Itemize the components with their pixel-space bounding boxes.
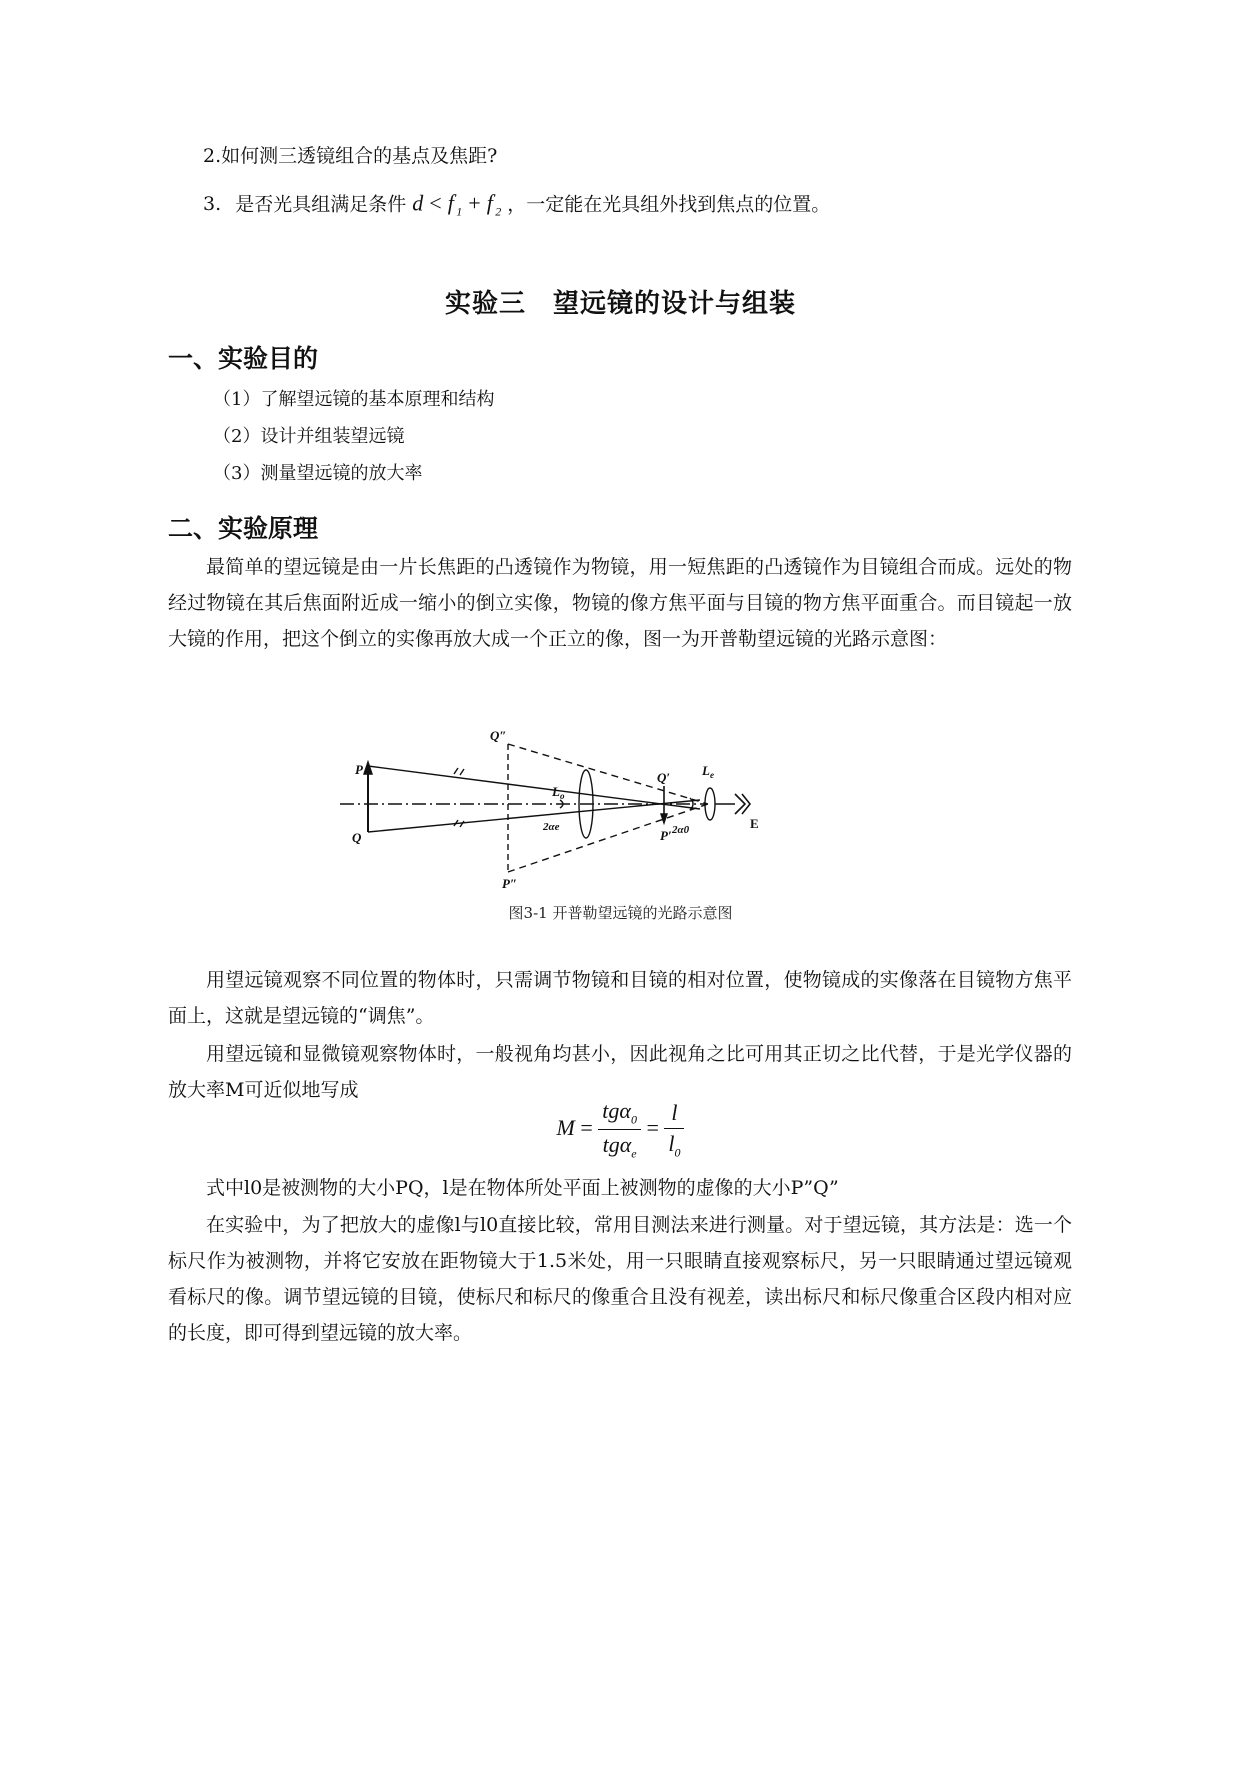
question-2-text: 2.如何测三透镜组合的基点及焦距?: [203, 145, 498, 167]
formula-denominator-2: [664, 1129, 684, 1160]
principle-paragraph-1: 最简单的望远镜是由一片长焦距的凸透镜作为物镜，用一短焦距的凸透镜作为目镜组合而成。远处的物经过物镜在其后焦面附近成一缩小的倒立实像，物镜的像方焦平面与目镜的物方焦平面重合。而目镜起一放大镜的作用，把这个倒立的实像再放大成一个正立的像，图一为开普勒望远镜的光路示意图：: [168, 556, 1072, 650]
formula-numerator-2: l: [664, 1100, 684, 1129]
condition-lt: <: [429, 190, 442, 216]
formula-l-sub: 0: [674, 1145, 681, 1160]
label-le-sub: e: [709, 770, 714, 780]
formula-fraction-2: [664, 1100, 684, 1160]
objective-1: （1）了解望远镜的基本原理和结构: [213, 389, 495, 410]
question-3-text-before: 是否光具组满足条件: [235, 193, 407, 216]
formula-tg-alpha-0: tgα: [602, 1098, 631, 1123]
formula-equals-2: =: [646, 1114, 659, 1140]
experiment-title: 实验三 望远镜的设计与组装: [444, 289, 796, 319]
formula-numerator-1: [598, 1098, 641, 1130]
label-q-double-prime: Q″: [490, 728, 507, 743]
label-2-alpha-0: 2α0: [672, 824, 690, 836]
principle-paragraph-4: 式中l0是被测物的大小PQ，l是在物体所处平面上被测物的虚像的大小P”Q”: [206, 1177, 839, 1199]
condition-d: d: [412, 190, 424, 216]
principle-paragraph-2: 用望远镜观察不同位置的物体时，只需调节物镜和目镜的相对位置，使物镜成的实像落在目镜物方焦平面上，这就是望远镜的“调焦”。: [168, 969, 1072, 1027]
formula-denominator-1: [598, 1130, 641, 1161]
formula-m: M: [556, 1114, 575, 1140]
kepler-telescope-diagram: [330, 722, 780, 897]
image-arrow-icon: [661, 814, 667, 823]
label-q-prime: Q′: [657, 770, 671, 785]
condition-f2-prime: ': [492, 193, 496, 205]
condition-f2-sub: 2: [495, 204, 502, 219]
ray-from-p: [368, 766, 700, 809]
label-le-main: L: [702, 763, 710, 778]
section2-heading: 二、实验原理: [168, 514, 319, 543]
formula-fraction-1: [598, 1098, 641, 1162]
label-p-prime: P′: [660, 828, 672, 843]
label-p-double-prime: P″: [502, 876, 518, 891]
section1-heading: 一、实验目的: [168, 344, 319, 373]
label-eye-e: E: [750, 816, 759, 831]
condition-f2: [486, 190, 502, 219]
label-lo: [551, 784, 565, 801]
object-arrow-icon: [364, 762, 372, 774]
question-3-number: 3.: [203, 193, 222, 216]
condition-f1-sub: 1: [456, 204, 463, 219]
formula-equals-1: =: [580, 1114, 593, 1140]
condition-f1: [447, 190, 463, 219]
formula-tg-alpha-e: tgα: [602, 1132, 632, 1158]
objective-2: （2）设计并组装望远镜: [213, 426, 405, 447]
figure-caption: 图3-1 开普勒望远镜的光路示意图: [508, 904, 733, 922]
label-le: [701, 763, 714, 780]
principle-paragraph-3: 用望远镜和显微镜观察物体时，一般视角均甚小，因此视角之比可用其正切之比代替，于是光学仪器的放大率M可近似地写成: [168, 1043, 1072, 1101]
condition-f1-letter: f: [447, 190, 454, 216]
condition-plus: +: [468, 190, 481, 216]
label-2-alpha-e: 2αe: [543, 821, 560, 833]
question-3-text-after: ，一定能在光具组外找到焦点的位置。: [507, 193, 831, 216]
condition-f2-letter: f: [486, 190, 493, 216]
formula-alpha-e-sub: e: [631, 1146, 637, 1161]
condition-f1-prime: ': [453, 193, 457, 205]
ray-from-q: [368, 800, 700, 832]
label-q: Q: [352, 830, 362, 845]
question-2: [203, 144, 497, 168]
question-3: [203, 187, 830, 224]
eye-icon: [735, 794, 750, 814]
principle-paragraph-5: 在实验中，为了把放大的虚像l与l0直接比较，常用目测法来进行测量。对于望远镜，其方法是：选一个标尺作为被测物，并将它安放在距物镜大于1.5米处，用一只眼睛直接观察标尺，另一只眼睛通过望远镜观看标尺的像。调节望远镜的目镜，使标尺和标尺的像重合且没有视差，读出标尺和标尺像重合区段内相对应的长度，即可得到望远镜的放大率。: [168, 1214, 1072, 1344]
formula-alpha-0-sub: 0: [630, 1112, 637, 1127]
label-lo-sub: o: [559, 791, 565, 801]
label-p: P: [355, 762, 363, 777]
objective-3: （3）测量望远镜的放大率: [213, 463, 423, 484]
extension-line-bottom: [508, 804, 708, 872]
magnification-formula: [0, 1098, 1241, 1162]
label-lo-main: L: [552, 784, 560, 799]
break-mark-top-icon: [454, 768, 464, 775]
extension-line-top: [508, 744, 708, 804]
formula-l: l: [668, 1130, 675, 1156]
